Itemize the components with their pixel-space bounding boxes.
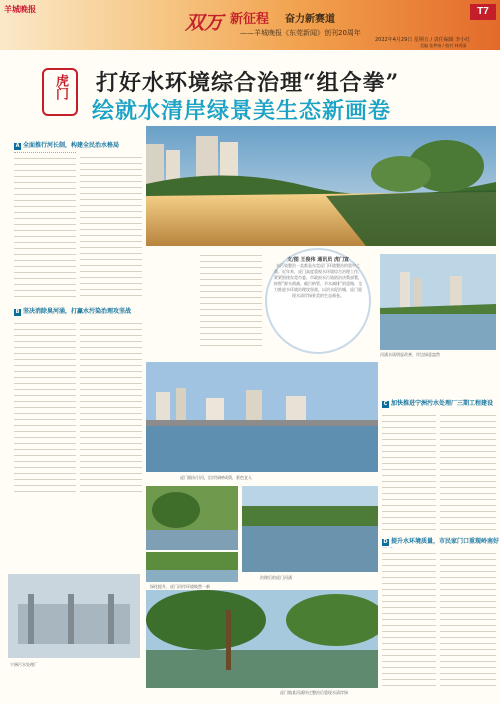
hero-text-a: 双万	[185, 12, 224, 34]
text-column	[440, 548, 496, 688]
section-a-title: 全面推行河长制，构建全民治水格局	[23, 142, 120, 149]
section-b-title: 坚决消除臭河涌，打赢水污染治理攻坚战	[23, 308, 132, 315]
text-column	[14, 152, 76, 302]
canal-photo	[242, 486, 378, 572]
text-column	[14, 318, 76, 494]
treatment-plant-photo	[8, 574, 140, 658]
section-d-icon: D	[383, 539, 388, 545]
subheadline: 绘就水清岸绿景美生态新画卷	[92, 99, 392, 124]
section-a-head	[14, 140, 119, 150]
section-c-head	[382, 398, 493, 408]
hero-text-b: 新征程	[230, 12, 270, 27]
text-column	[382, 410, 436, 530]
section-a-icon: A	[15, 143, 20, 149]
green-riverbank-photo	[146, 486, 238, 550]
text-column	[200, 250, 262, 350]
caption: 虎门镇东引河，沿岸绿树成荫，景色宜人	[180, 475, 252, 480]
region-tag	[42, 68, 78, 116]
caption: 虎门镇某河涌经过整治后重现水清岸绿	[280, 690, 348, 695]
section-c-icon: C	[383, 401, 388, 407]
main-river-photo	[146, 126, 496, 246]
text-column	[382, 548, 436, 688]
city-river-photo	[380, 254, 496, 350]
greenway-photo	[146, 552, 238, 582]
text-column	[80, 318, 142, 494]
region-tag-text: 虎门	[53, 74, 68, 100]
caption: 河涌水质明显改善，岸边绿意盎然	[380, 352, 440, 357]
section-d-title: 提升水环境质量，市民家门口重现岭南好	[391, 538, 500, 545]
park-river-photo	[146, 590, 378, 688]
text-column	[440, 410, 496, 530]
text-column	[80, 152, 142, 302]
byline: 文/图 王俊伟 通讯员 虎门宣	[286, 257, 350, 263]
section-c-title: 加快推进宁洲污水处理厂三期工程建设	[391, 400, 494, 407]
intro-bubble	[265, 248, 371, 354]
intro-text: 水污染整治一直都是东莞虎门环境整治的重中之重。近年来，虎门高度重视水环境综合治理工作，紧紧围绕东莞市委、市政府水污染防治决策部署，按照“源头削减、截污纳管、节水减排”的思路，全力推进水环境治理攻坚战，以治水促治城，虎门重现水清岸绿景美的生态画卷。	[273, 263, 363, 298]
caption: 绿化提升，虎门河岸环境焕然一新	[150, 584, 210, 589]
page-number: T7	[470, 4, 496, 20]
newspaper-logo: 羊城晚报	[4, 5, 36, 14]
section-b-head	[14, 306, 131, 316]
issue-date: 2022年4月29日 星期五 / 责任编辑 李小红	[375, 37, 471, 43]
caption: 宁洲污水处理厂	[10, 662, 38, 667]
header-subtitle: ——羊城晚报《东莞新闻》创刊20周年	[240, 29, 361, 37]
hero-text-c: 奋力新赛道	[285, 14, 335, 25]
headline: 打好水环境综合治理“组合拳”	[96, 70, 400, 96]
bridge-photo	[146, 362, 378, 472]
editor-line: 美编 张梦扬 / 校对 林秀丽	[420, 43, 467, 48]
caption: 治理后的虎门河涌	[260, 575, 292, 580]
section-b-icon: B	[15, 309, 20, 315]
